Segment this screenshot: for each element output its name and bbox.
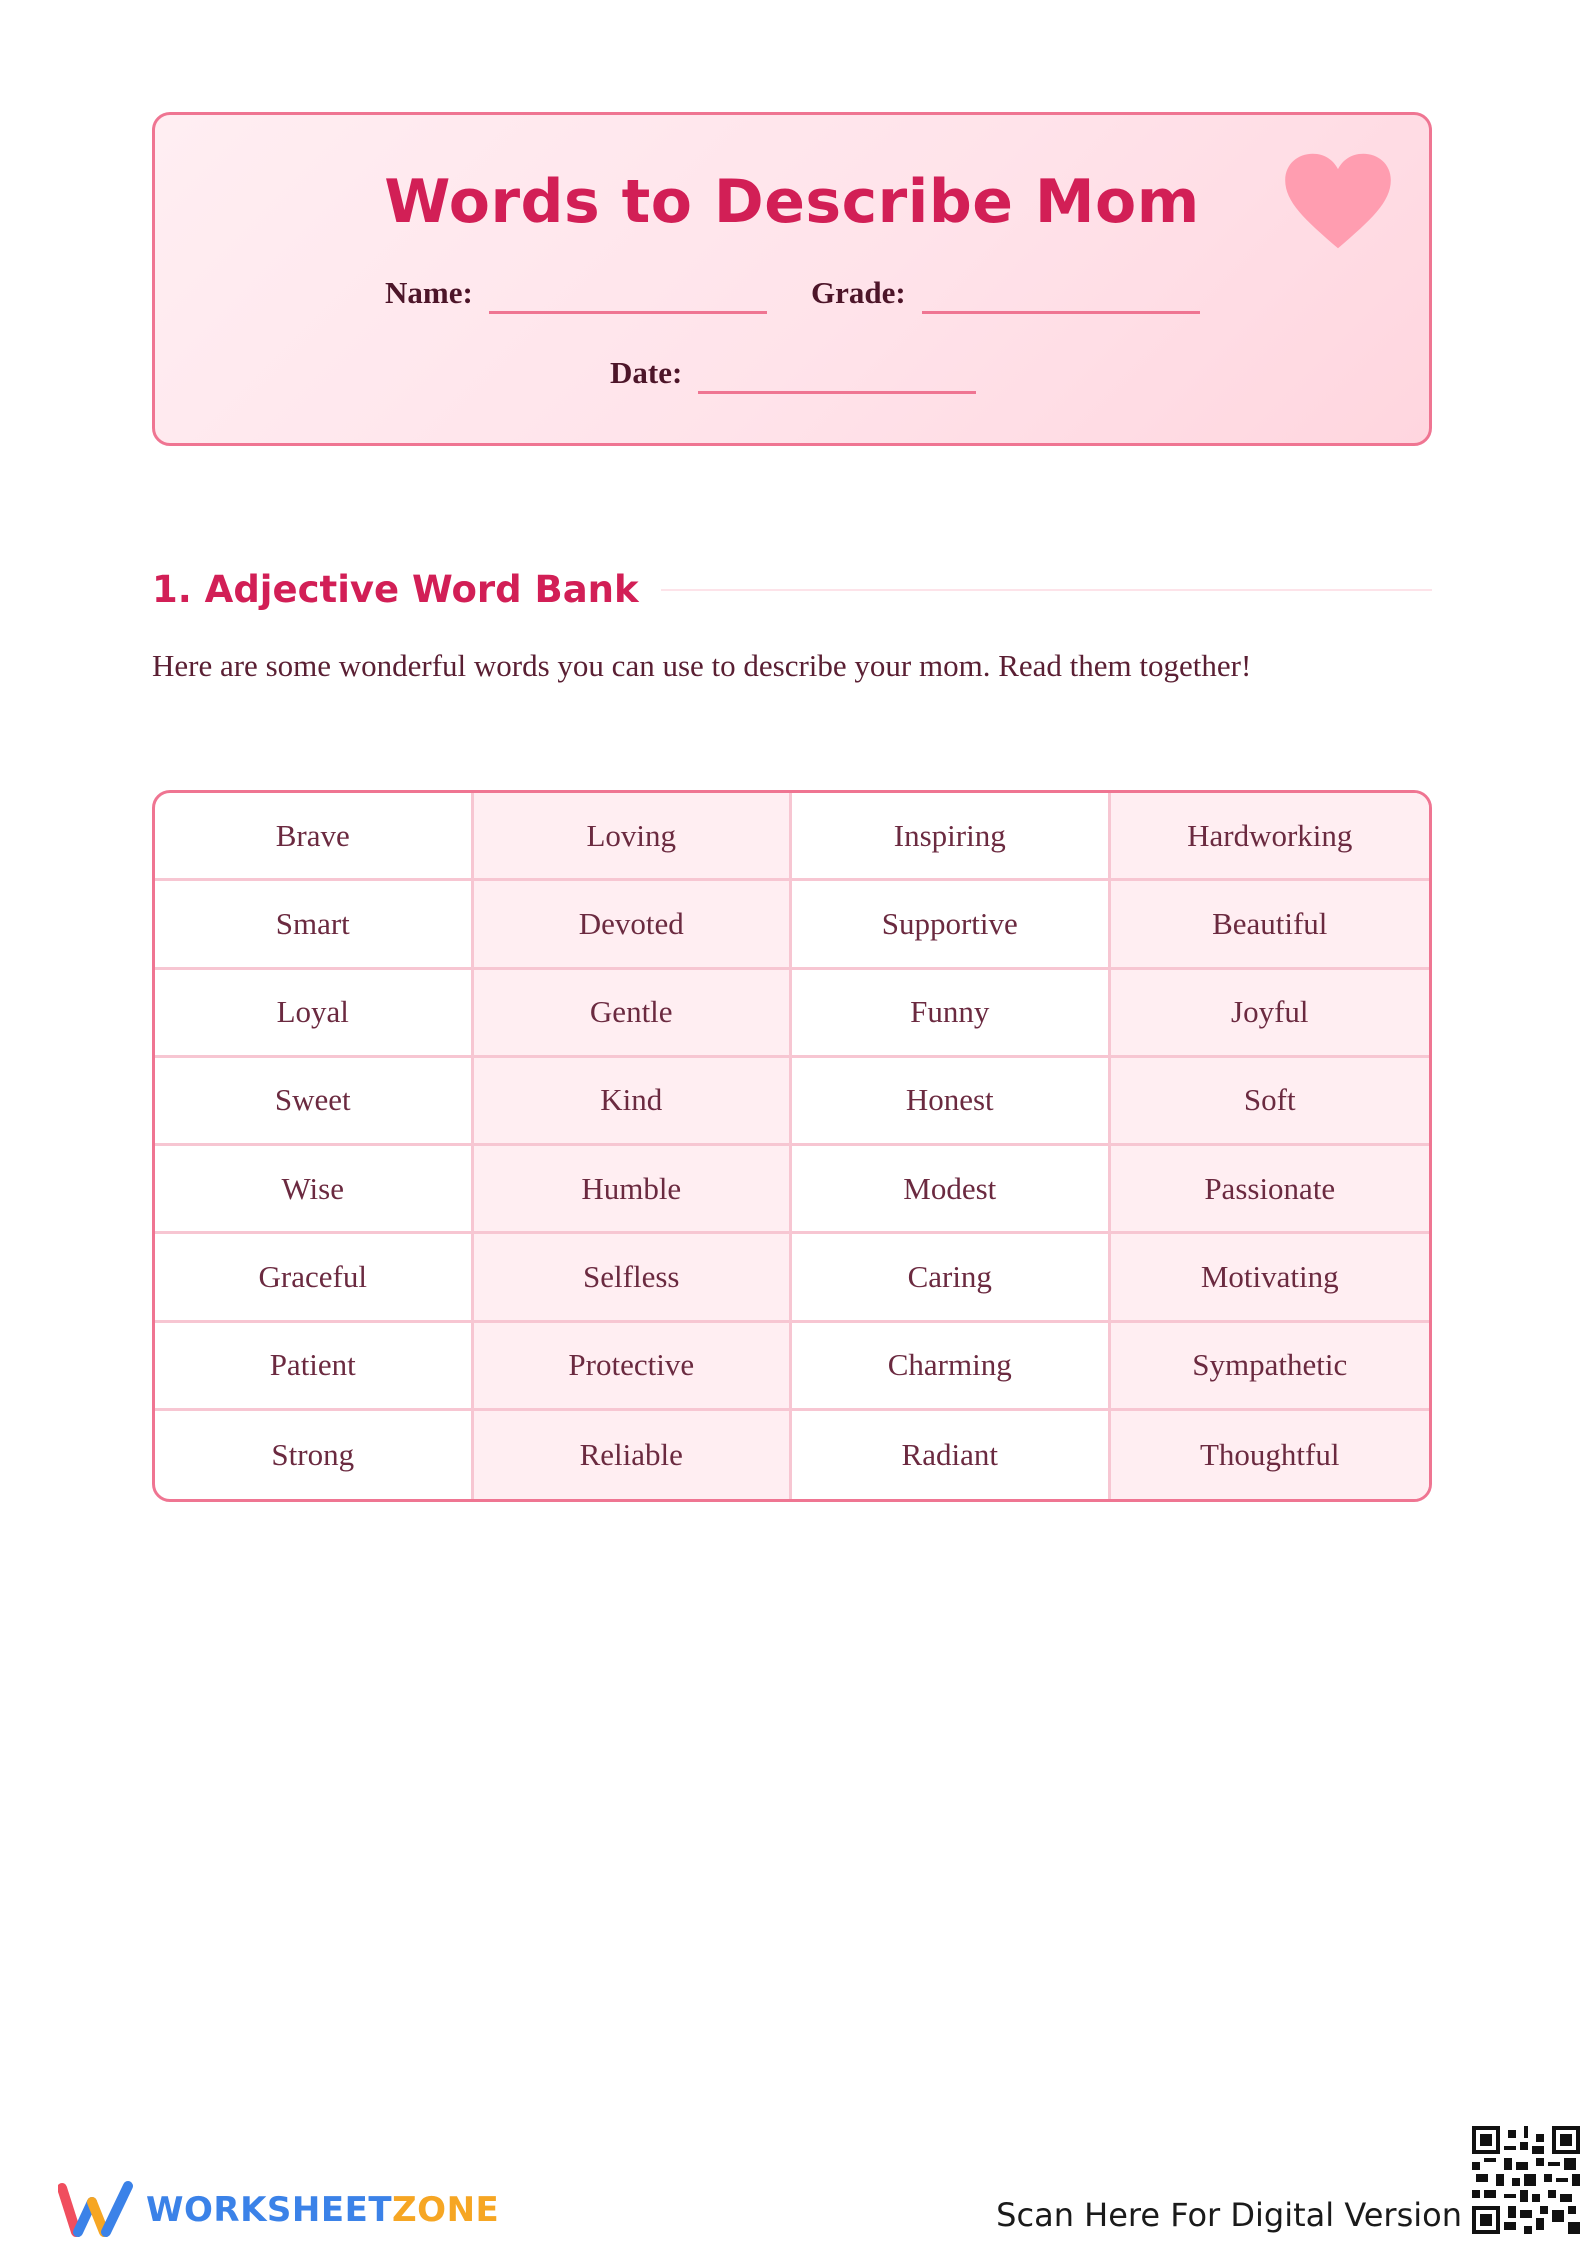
word-cell: Modest <box>792 1146 1111 1234</box>
word-cell: Charming <box>792 1323 1111 1411</box>
brand-name-part2: ZONE <box>392 2190 500 2230</box>
qr-code-icon[interactable] <box>1472 2126 1580 2234</box>
section-divider <box>661 589 1432 591</box>
brand-name-part1: WORKSHEET <box>146 2190 393 2230</box>
worksheetzone-logo-icon <box>58 2180 134 2240</box>
word-cell: Funny <box>792 970 1111 1058</box>
word-cell: Motivating <box>1111 1234 1430 1322</box>
word-cell: Sympathetic <box>1111 1323 1430 1411</box>
section-title: 1. Adjective Word Bank <box>152 568 639 611</box>
word-cell: Strong <box>155 1411 474 1499</box>
word-cell: Sweet <box>155 1058 474 1146</box>
date-label: Date: <box>610 355 683 390</box>
grade-label: Grade: <box>811 275 906 310</box>
heart-icon <box>1283 151 1393 251</box>
word-cell: Kind <box>474 1058 793 1146</box>
word-cell: Caring <box>792 1234 1111 1322</box>
word-cell: Graceful <box>155 1234 474 1322</box>
word-cell: Honest <box>792 1058 1111 1146</box>
header-box <box>152 112 1432 446</box>
word-cell: Joyful <box>1111 970 1430 1058</box>
word-cell: Reliable <box>474 1411 793 1499</box>
scan-caption: Scan Here For Digital Version <box>996 2196 1462 2234</box>
word-cell: Wise <box>155 1146 474 1234</box>
word-cell: Protective <box>474 1323 793 1411</box>
word-cell: Hardworking <box>1111 793 1430 881</box>
word-cell: Soft <box>1111 1058 1430 1146</box>
name-input-line[interactable] <box>489 311 767 314</box>
word-cell: Passionate <box>1111 1146 1430 1234</box>
word-bank-table <box>152 790 1432 1502</box>
word-cell: Thoughtful <box>1111 1411 1430 1499</box>
word-cell: Inspiring <box>792 793 1111 881</box>
word-cell: Brave <box>155 793 474 881</box>
name-label: Name: <box>385 275 473 310</box>
word-cell: Loving <box>474 793 793 881</box>
date-input-line[interactable] <box>698 391 976 394</box>
word-cell: Smart <box>155 881 474 969</box>
word-cell: Beautiful <box>1111 881 1430 969</box>
word-cell: Selfless <box>474 1234 793 1322</box>
section-intro: Here are some wonderful words you can use to describe your mom. Read them together! <box>152 648 1252 683</box>
word-cell: Patient <box>155 1323 474 1411</box>
word-cell: Loyal <box>155 970 474 1058</box>
word-cell: Gentle <box>474 970 793 1058</box>
date-field <box>610 357 976 388</box>
name-field <box>385 277 767 308</box>
brand-name <box>146 2190 499 2230</box>
grade-input-line[interactable] <box>922 311 1200 314</box>
word-cell: Devoted <box>474 881 793 969</box>
word-cell: Supportive <box>792 881 1111 969</box>
page-title: Words to Describe Mom <box>384 167 1200 237</box>
worksheetzone-logo[interactable] <box>58 2180 499 2240</box>
word-cell: Radiant <box>792 1411 1111 1499</box>
section-heading <box>152 568 1432 611</box>
word-cell: Humble <box>474 1146 793 1234</box>
grade-field <box>811 277 1200 308</box>
